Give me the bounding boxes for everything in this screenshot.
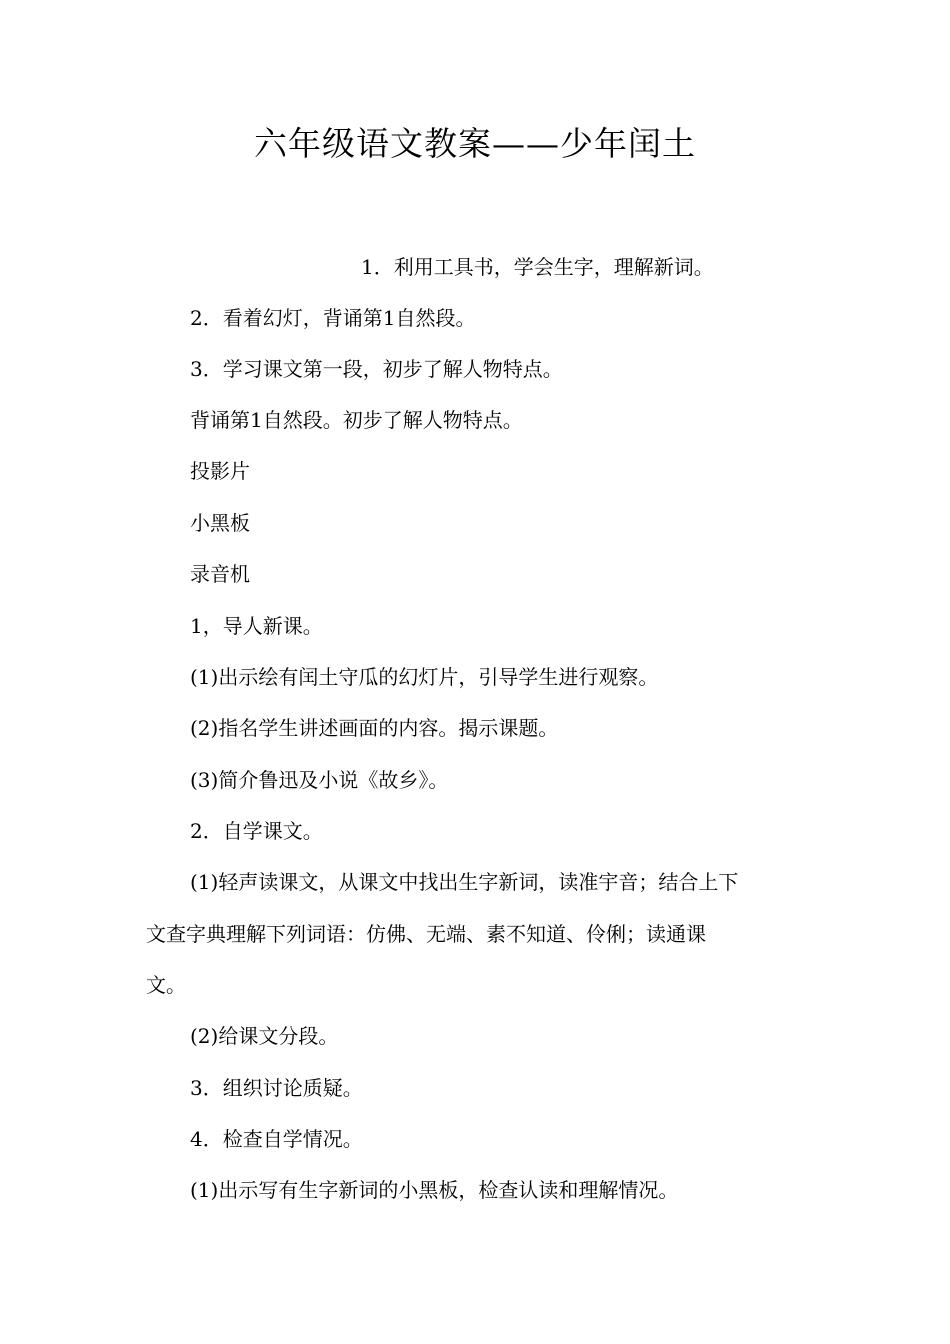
material-projector: 投影片: [190, 459, 250, 483]
step-4-item-1: (1)出示写有生字新词的小黑板，检查认读和理解情况。: [190, 1178, 679, 1202]
step-4-heading: 4．检查自学情况。: [190, 1127, 363, 1151]
material-recorder: 录音机: [190, 562, 250, 586]
document-title: 六年级语文教案——少年闰土: [254, 124, 696, 163]
material-blackboard: 小黑板: [190, 511, 250, 535]
objective-2: 2．看着幻灯，背诵第1自然段。: [190, 306, 476, 330]
step-1-item-3: (3)简介鲁迅及小说《故乡》。: [190, 768, 449, 792]
step-2-item-1-line-1: (1)轻声读课文，从课文中找出生字新词，读准宇音；结合上下: [190, 870, 739, 894]
objective-1: 1．利用工具书，学会生字，理解新词。: [361, 255, 714, 279]
step-2-heading: 2．自学课文。: [190, 819, 323, 843]
step-2-item-1-line-2: 文查字典理解下列词语：仿佛、无端、素不知道、伶俐；读通课: [146, 922, 706, 946]
step-1-heading: 1，导人新课。: [190, 614, 323, 638]
objective-3: 3．学习课文第一段，初步了解人物特点。: [190, 357, 563, 381]
step-2-item-2: (2)给课文分段。: [190, 1024, 339, 1048]
step-2-item-1-line-3: 文。: [146, 973, 186, 997]
step-1-item-1: (1)出示绘有闰土守瓜的幻灯片，引导学生进行观察。: [190, 665, 659, 689]
step-1-item-2: (2)指名学生讲述画面的内容。揭示课题。: [190, 716, 559, 740]
step-3-heading: 3．组织讨论质疑。: [190, 1076, 363, 1100]
key-points: 背诵第1自然段。初步了解人物特点。: [190, 408, 523, 432]
